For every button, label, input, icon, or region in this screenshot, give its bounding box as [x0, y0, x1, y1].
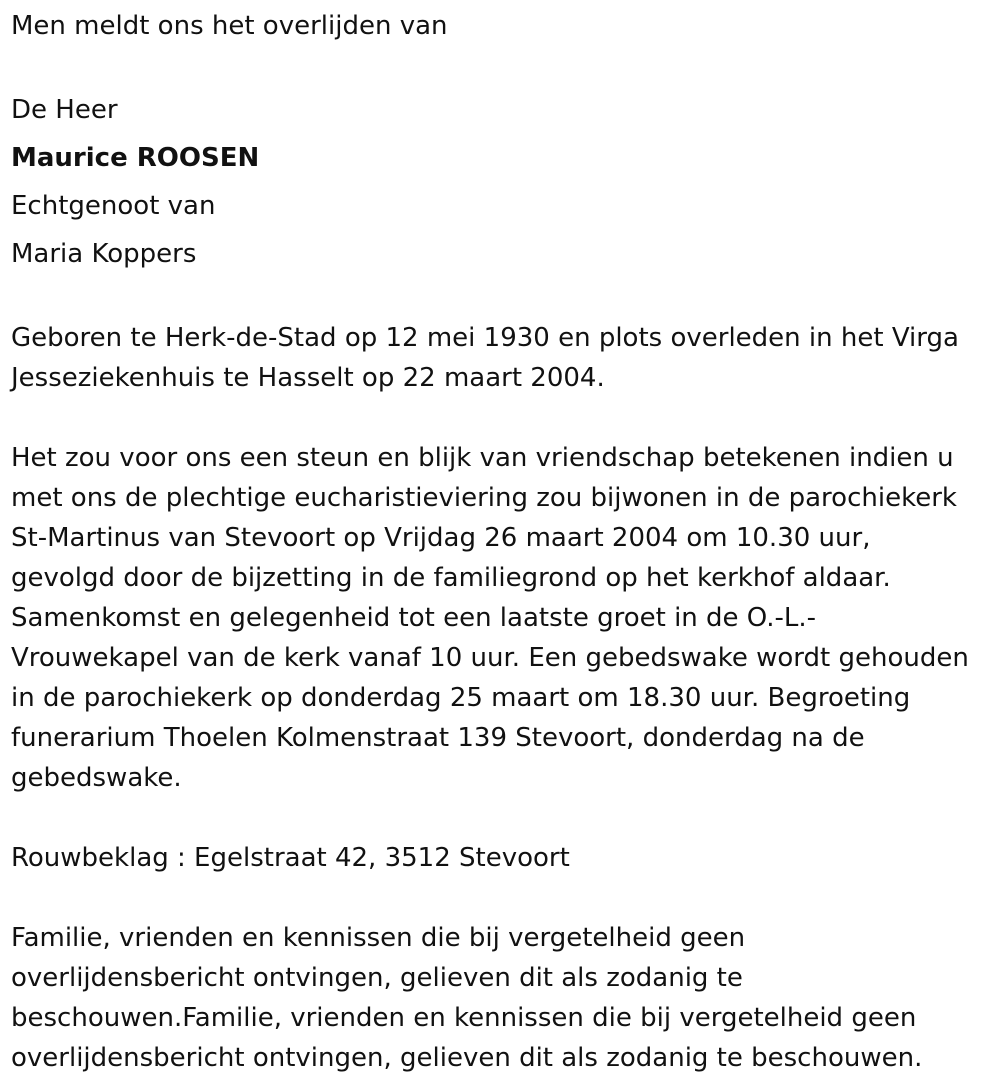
spouse-name: Maria Koppers — [11, 239, 197, 269]
paragraph-line: met ons de plechtige eucharistieviering zou bijwonen in de parochiekerk — [11, 483, 957, 513]
spacer — [11, 798, 987, 838]
spacer — [11, 46, 987, 86]
ceremony-paragraph — [11, 438, 987, 798]
spacer — [11, 398, 987, 438]
paragraph-line: Het zou voor ons een steun en blijk van vriendschap betekenen indien u — [11, 443, 954, 473]
paragraph-line: gebedswake. — [11, 763, 182, 793]
spacer — [11, 878, 987, 918]
paragraph-line: Samenkomst en gelegenheid tot een laatste groet in de O.-L.- — [11, 603, 816, 633]
paragraph-line: overlijdensbericht ontvingen, gelieven dit als zodanig te — [11, 963, 743, 993]
relation-text: Echtgenoot van — [11, 191, 216, 221]
birth-death-paragraph — [11, 318, 987, 398]
paragraph-line: funerarium Thoelen Kolmenstraat 139 Stevoort, donderdag na de — [11, 723, 865, 753]
paragraph-line: Geboren te Herk-de-Stad op 12 mei 1930 en plots overleden in het Virga — [11, 323, 959, 353]
paragraph-line: St-Martinus van Stevoort op Vrijdag 26 maart 2004 om 10.30 uur, — [11, 523, 871, 553]
spacer — [11, 278, 987, 318]
paragraph-line: overlijdensbericht ontvingen, gelieven dit als zodanig te beschouwen. — [11, 1043, 923, 1073]
intro-text: Men meldt ons het overlijden van — [11, 11, 448, 41]
paragraph-line: Jesseziekenhuis te Hasselt op 22 maart 2004. — [11, 363, 605, 393]
condolence-address: Rouwbeklag : Egelstraat 42, 3512 Stevoort — [11, 843, 570, 873]
honorific: De Heer — [11, 95, 118, 125]
paragraph-line: gevolgd door de bijzetting in de familiegrond op het kerkhof aldaar. — [11, 563, 891, 593]
paragraph-line: Familie, vrienden en kennissen die bij vergetelheid geen — [11, 923, 746, 953]
closing-paragraph — [11, 918, 987, 1078]
paragraph-line: beschouwen.Familie, vrienden en kennissen die bij vergetelheid geen — [11, 1003, 917, 1033]
paragraph-line: Vrouwekapel van de kerk vanaf 10 uur. Een gebedswake wordt gehouden — [11, 643, 969, 673]
paragraph-line: in de parochiekerk op donderdag 25 maart om 18.30 uur. Begroeting — [11, 683, 911, 713]
deceased-name: Maurice ROOSEN — [11, 143, 260, 173]
